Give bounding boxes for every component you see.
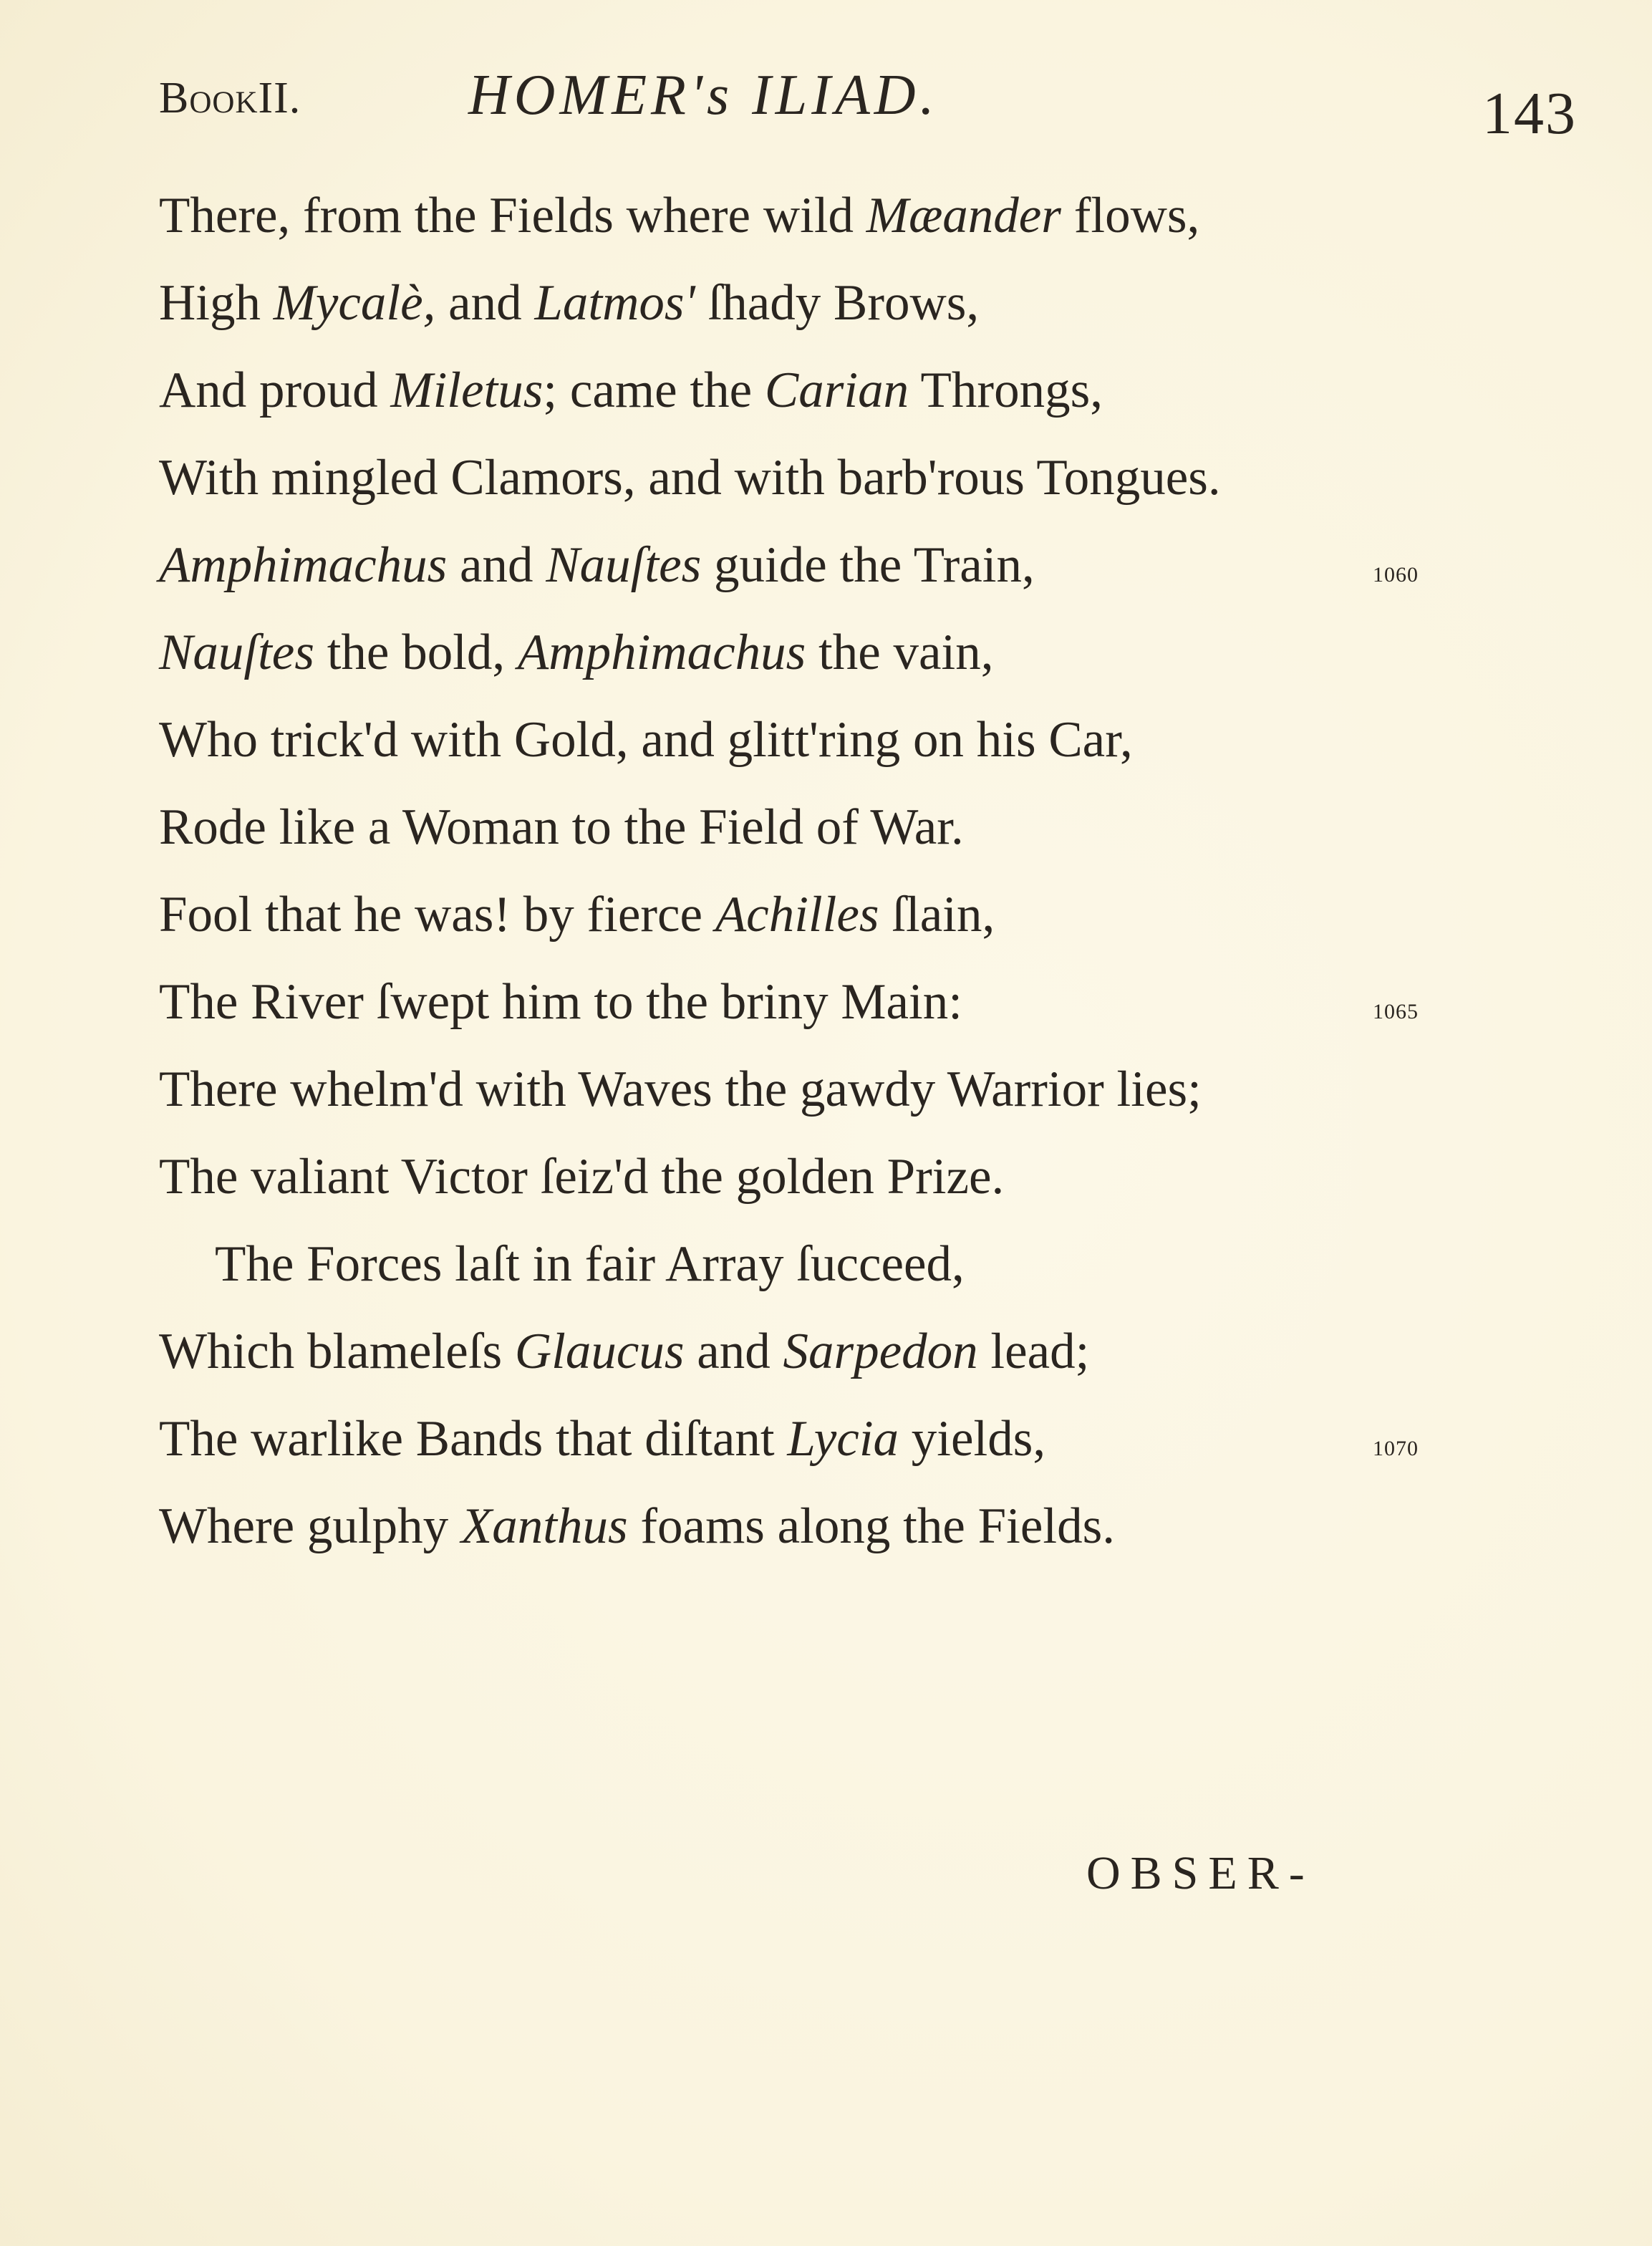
italic-name: Achilles: [715, 887, 879, 943]
verse-block: [159, 172, 1462, 1570]
verse-line: [159, 1308, 1462, 1395]
line-number: 1065: [1373, 1000, 1419, 1023]
verse-text: The Forces laſt in fair Array ſucceed,: [215, 1236, 965, 1292]
verse-line: [159, 609, 1462, 696]
verse-text: the vain,: [806, 625, 994, 680]
italic-name: Mæander: [866, 188, 1061, 244]
verse-text: The River ſwept him to the briny Main:: [159, 974, 962, 1030]
verse-text: Rode like a Woman to the Field of War.: [159, 799, 964, 855]
verse-line: [159, 958, 1462, 1046]
verse-text: and: [447, 537, 546, 593]
italic-name: Glaucus: [514, 1324, 685, 1379]
verse-line: [159, 1046, 1462, 1133]
verse-text: ſlain,: [879, 887, 995, 943]
italic-name: Nauſtes: [159, 625, 314, 680]
verse-line: [159, 259, 1462, 347]
verse-text: Where gulphy: [159, 1498, 461, 1554]
book-label: BookII.: [159, 74, 301, 122]
line-number: 1060: [1373, 563, 1419, 587]
verse-text: The valiant Victor ſeiz'd the golden Prize.: [159, 1149, 1005, 1205]
verse-line: [159, 1395, 1462, 1483]
verse-text: There whelm'd with Waves the gawdy Warrior lies;: [159, 1061, 1202, 1117]
verse-line: [159, 1483, 1462, 1570]
verse-text: Who trick'd with Gold, and glitt'ring on his Car,: [159, 712, 1133, 768]
italic-name: Nauſtes: [546, 537, 702, 593]
catchword: OBSER-: [1086, 1847, 1315, 1899]
verse-line: [159, 1133, 1462, 1220]
verse-text: The warlike Bands that diſtant: [159, 1411, 788, 1467]
running-head: [159, 57, 1577, 147]
italic-name: Latmos': [534, 275, 695, 331]
verse-line: [159, 434, 1462, 521]
italic-name: Mycalè,: [273, 275, 436, 331]
verse-line: [159, 347, 1462, 434]
line-number: 1070: [1373, 1437, 1419, 1460]
verse-line: [159, 521, 1462, 609]
italic-name: Amphimachus: [159, 537, 448, 593]
italic-name: Sarpedon: [783, 1324, 978, 1379]
verse-text: With mingled Clamors, and with barb'rous Tongues.: [159, 450, 1221, 506]
verse-line: [159, 172, 1462, 259]
verse-text: the bold,: [314, 625, 518, 680]
verse-text: and: [684, 1324, 783, 1379]
verse-text: yields,: [899, 1411, 1046, 1467]
verse-text: Throngs,: [909, 362, 1103, 418]
verse-text: Which blameleſs: [159, 1324, 515, 1379]
page-number: 143: [1482, 80, 1577, 147]
italic-name: Carian: [764, 362, 909, 418]
verse-text: There, from the Fields where wild: [159, 188, 866, 244]
verse-text: lead;: [977, 1324, 1090, 1379]
verse-line: [159, 696, 1462, 784]
verse-text: Fool that he was! by fierce: [159, 887, 715, 943]
verse-text: and: [435, 275, 535, 331]
verse-line: [159, 1220, 1462, 1308]
verse-text: flows,: [1061, 188, 1200, 244]
verse-line: [159, 784, 1462, 871]
verse-text: And proud: [159, 362, 391, 418]
italic-name: Xanthus: [460, 1498, 628, 1554]
verse-text: guide the Train,: [701, 537, 1035, 593]
italic-name: Amphimachus: [517, 625, 806, 680]
verse-text: foams along the Fields.: [627, 1498, 1115, 1554]
verse-text: ; came the: [543, 362, 765, 418]
italic-name: Miletus: [390, 362, 544, 418]
verse-text: ſhady Brows,: [695, 275, 980, 331]
verse-line: [159, 871, 1462, 958]
verse-text: High: [159, 275, 274, 331]
page-title: HOMER's ILIAD.: [468, 64, 939, 127]
italic-name: Lycia: [787, 1411, 899, 1467]
